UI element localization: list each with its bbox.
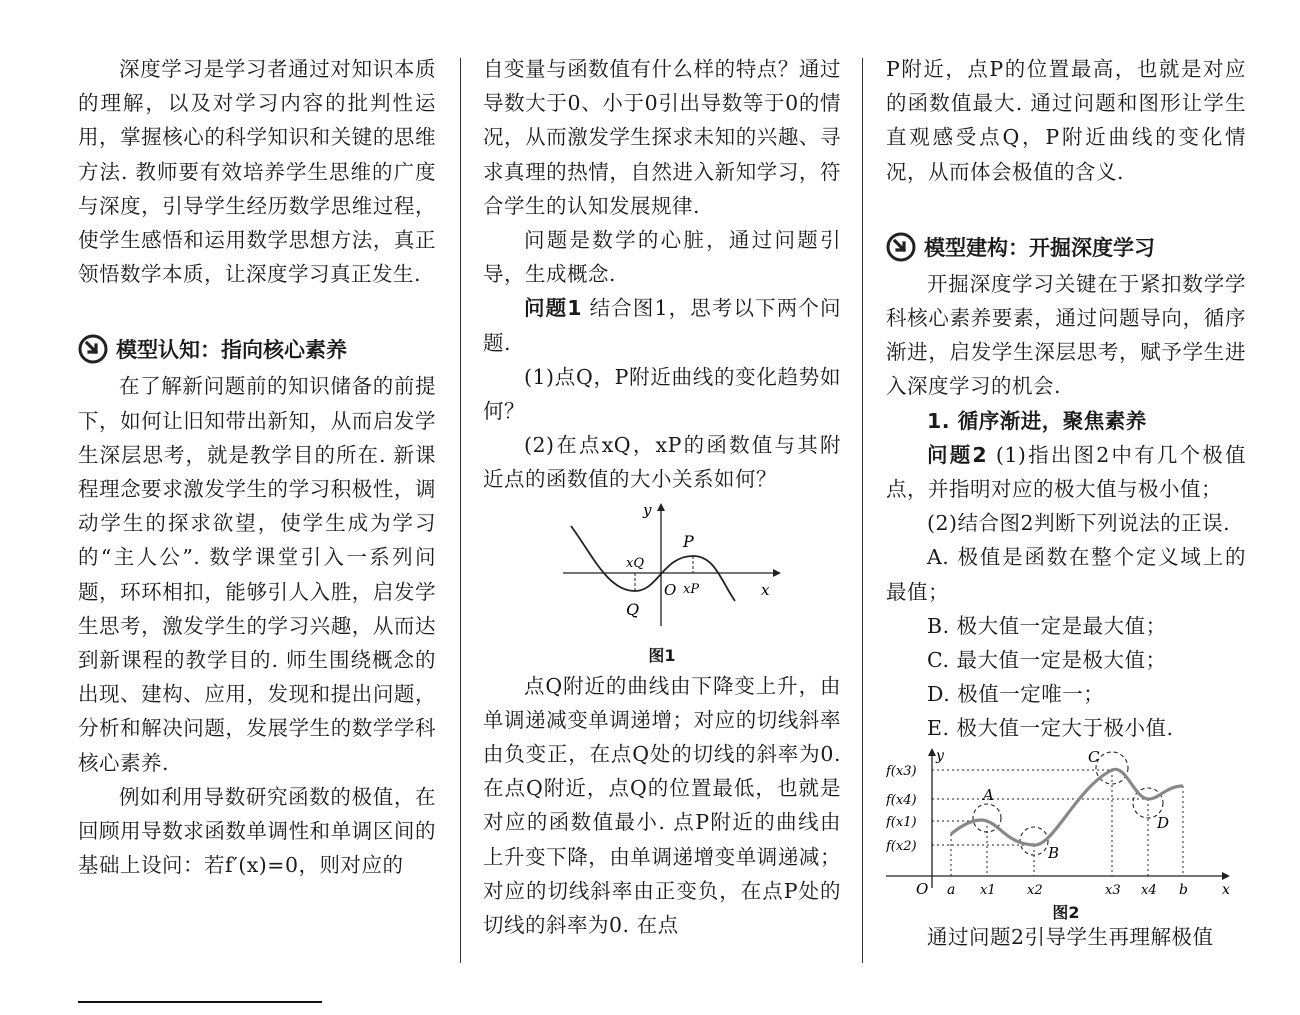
section-arrow-icon xyxy=(886,232,916,262)
fig1-label-xq: xQ xyxy=(626,555,644,571)
question-2-label: 问题2 xyxy=(927,442,988,467)
fig2-label-x2: x2 xyxy=(1027,882,1043,898)
fig1-label-origin: O xyxy=(664,580,677,599)
paragraph-continued-3: P附近，点P的位置最高，也就是对应的函数值最大. 通过问题和图形让学生直观感受点Q，P附近曲线的变化情况，从而体会极值的含义. xyxy=(886,57,1246,184)
figure-2-graph xyxy=(886,748,1246,898)
figure-2-caption: 图2 xyxy=(1052,902,1080,922)
fig2-label-origin: O xyxy=(916,879,929,898)
option-a: A. 极值是函数在整个定义域上的最值； xyxy=(886,545,1246,604)
footnote-rule xyxy=(78,1001,322,1003)
fig2-label-point-b: B xyxy=(1048,843,1060,862)
fig2-label-fx3: f(x3) xyxy=(886,763,917,779)
figure-2 xyxy=(886,748,1246,920)
question-2-text: (1)指出图2中有几个极值点，并指明对应的极大值与极小值； xyxy=(886,442,1246,502)
question-1-label: 问题1 xyxy=(524,296,583,321)
fig2-label-a: a xyxy=(947,881,956,898)
fig2-label-point-a: A xyxy=(983,785,994,804)
fig2-y-arrow xyxy=(928,748,936,756)
section-title: 模型认知：指向核心素养 xyxy=(116,338,347,363)
question-1-text: 结合图1，思考以下两个问题. xyxy=(483,296,842,355)
fig2-circle-c xyxy=(1096,752,1128,784)
fig2-label-fx2: f(x2) xyxy=(886,838,917,854)
question-2-part-2: (2)结合图2判断下列说法的正误. xyxy=(927,511,1231,536)
question-1-part-2: (2)在点xQ，xP的函数值与其附近点的函数值的大小关系如何？ xyxy=(483,433,841,492)
column-2 xyxy=(483,52,841,942)
option-b: B. 极大值一定是最大值； xyxy=(927,613,1167,638)
fig2-label-b: b xyxy=(1179,881,1188,898)
fig2-label-point-d: D xyxy=(1157,813,1170,832)
paragraph-analysis: 点Q附近的曲线由下降变上升，由单调递减变单调递增；对应的切线斜率由负变正，在点Q处的切线的斜率为0. 在点Q附近，点Q的位置最低，也就是对应的函数值最小. 点P附近的曲线由上升变下降，由单调递增变单调递减；对应的切线斜率由正变负，在点P处的切线的斜率为0. 在点 xyxy=(483,673,841,938)
paragraph-deep-learning: 开掘深度学习关键在于紧扣数学学科核心素养要素，通过问题导向，循序渐进，启发学生深层思考，赋予学生进入深度学习的机会. xyxy=(886,271,1246,399)
paragraph-continued: 自变量与函数值有什么样的特点？通过导数大于0、小于0引出导数等于0的情况，从而激发学生探求未知的兴趣、寻求真理的热情，自然进入新知学习，符合学生的认知发展规律. xyxy=(483,57,841,218)
option-e: E. 极大值一定大于极小值. xyxy=(927,716,1174,741)
question-1 xyxy=(483,291,841,359)
fig2-curve xyxy=(951,769,1183,845)
subheading-step-1: 1. 循序渐进，聚焦素养 xyxy=(927,408,1147,433)
section-heading-model-cognition xyxy=(78,329,436,369)
fig1-label-p: P xyxy=(683,531,694,551)
paragraph-closing: 通过问题2引导学生再理解极值 xyxy=(927,924,1214,949)
fig1-label-q: Q xyxy=(626,599,640,619)
fig2-label-fx1: f(x1) xyxy=(886,814,917,830)
column-1 xyxy=(78,52,436,882)
fig1-label-xp: xP xyxy=(683,581,700,597)
option-c: C. 最大值一定是极大值； xyxy=(927,648,1167,673)
option-d: D. 极值一定唯一； xyxy=(927,682,1105,707)
question-2 xyxy=(886,438,1246,506)
fig1-y-arrow xyxy=(657,503,665,511)
figure-1-graph xyxy=(483,501,841,641)
paragraph-problem-heart: 问题是数学的心脏，通过问题引导，生成概念. xyxy=(483,228,841,287)
fig2-label-fx4: f(x4) xyxy=(886,792,917,808)
column-divider-right xyxy=(862,58,863,963)
fig2-label-x: x xyxy=(1222,881,1230,898)
figure-1 xyxy=(483,501,841,669)
fig1-x-arrow xyxy=(773,569,781,577)
section-heading-model-construction xyxy=(886,227,1246,267)
fig2-label-x3: x3 xyxy=(1105,882,1121,898)
fig1-label-y: y xyxy=(643,500,652,519)
section-arrow-icon xyxy=(78,334,108,364)
paragraph-example: 例如利用导数研究函数的极值，在回顾用导数求函数单调性和单调区间的基础上设问：若f′(x)=0，则对应的 xyxy=(78,784,436,878)
column-3 xyxy=(886,52,1246,954)
figure-1-caption: 图1 xyxy=(648,645,676,665)
paragraph-knowledge: 在了解新问题前的知识储备的前提下，如何让旧知带出新知，从而启发学生深层思考，就是教学目的所在. 新课程理念要求激发学生的学习积极性，调动学生的探求欲望，使学生成为学习的“主人公”. 数学课堂引入一系列问题，环环相扣，能够引人入胜，启发学生思考，激发学生的学习兴趣，从而达到新课程的教学目的. 师生围绕概念的出现、建构、应用，发现和提出问题，分析和解决问题，发展学生的数学学科核心素养. xyxy=(78,374,436,775)
column-divider-left xyxy=(460,58,461,963)
fig2-label-y: y xyxy=(936,747,944,764)
fig1-curve xyxy=(571,526,735,601)
fig2-x-arrow xyxy=(1222,872,1230,880)
section-title: 模型建构：开掘深度学习 xyxy=(924,235,1155,260)
paragraph-intro: 深度学习是学习者通过对知识本质的理解，以及对学习内容的批判性运用，掌握核心的科学知识和关键的思维方法. 教师要有效培养学生思维的广度与深度，引导学生经历数学思维过程，使学生感悟和运用数学思想方法，真正领悟数学本质，让深度学习真正发生. xyxy=(78,57,436,287)
fig2-label-point-c: C xyxy=(1088,747,1100,766)
question-1-part-1: (1)点Q，P附近曲线的变化趋势如何？ xyxy=(483,364,841,424)
fig2-label-x4: x4 xyxy=(1141,882,1157,898)
fig1-label-x: x xyxy=(761,580,770,599)
fig2-label-x1: x1 xyxy=(980,882,996,898)
